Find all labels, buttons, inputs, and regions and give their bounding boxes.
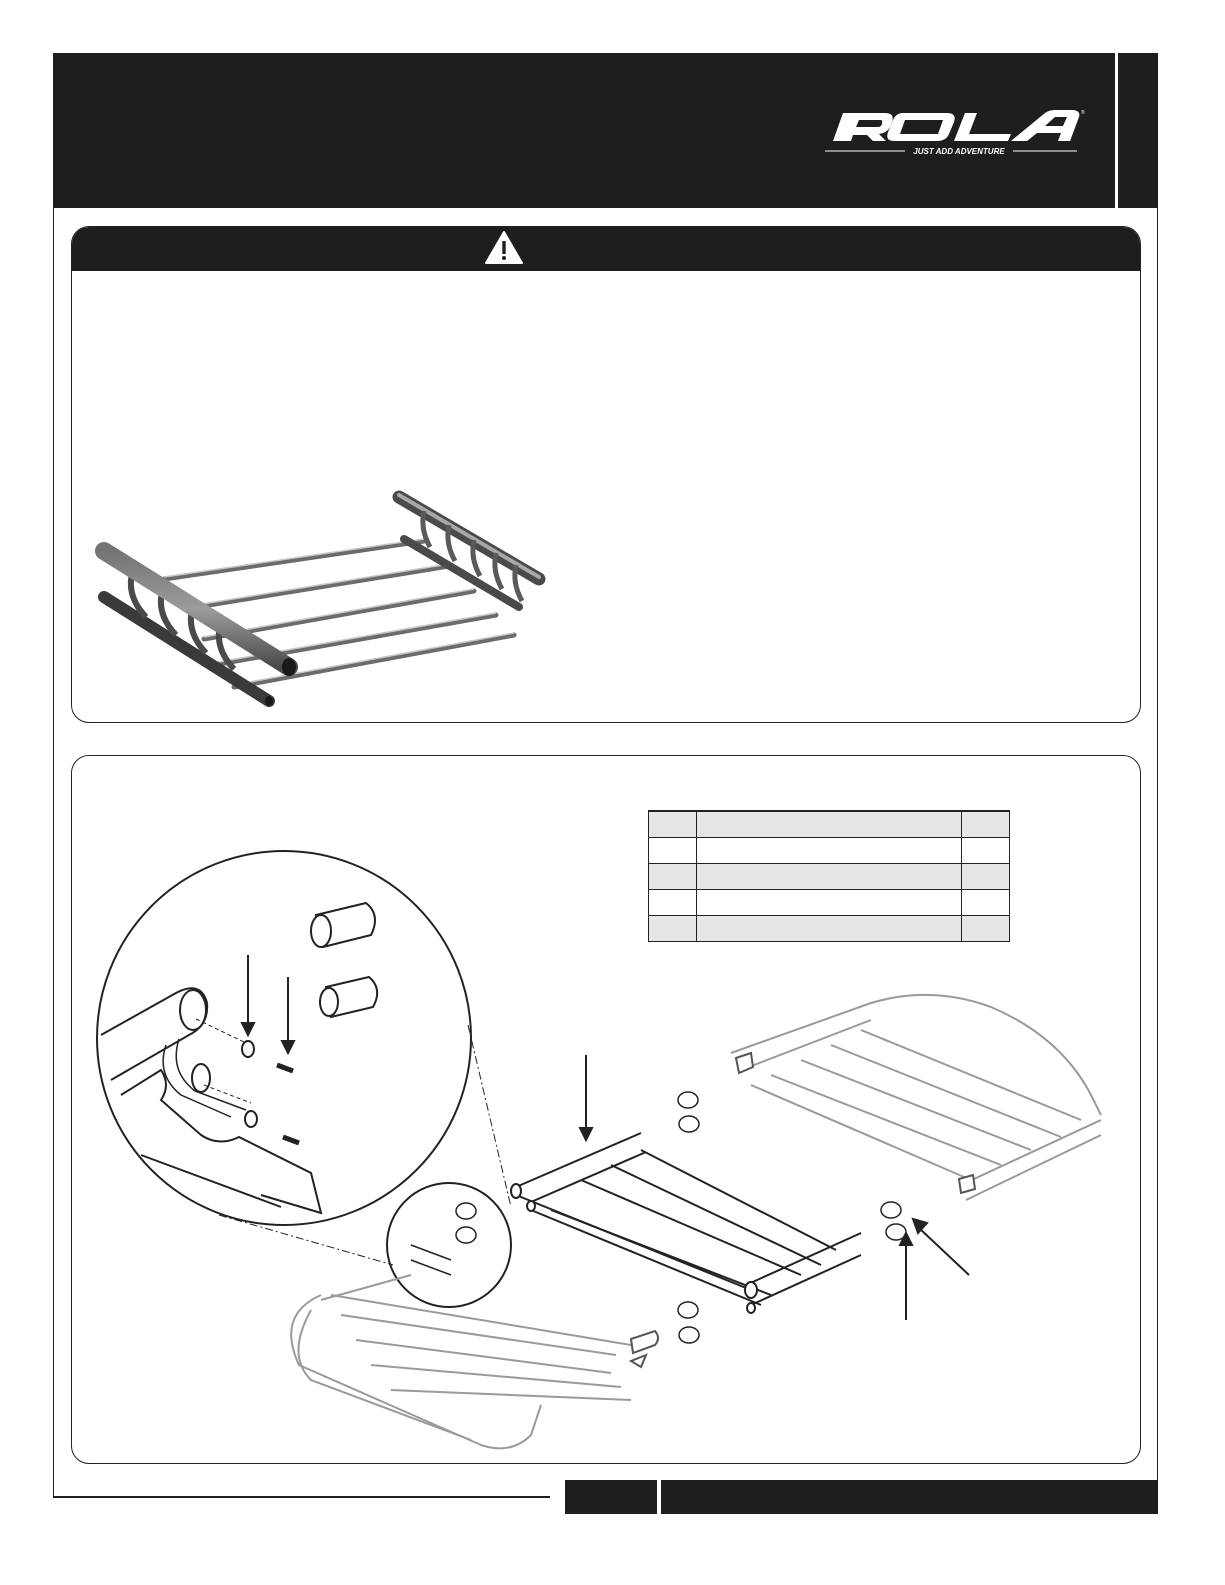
header-tab (1118, 53, 1158, 208)
footer-page-box (565, 1480, 657, 1514)
warning-triangle-icon (484, 230, 524, 266)
header-cell (697, 784, 962, 811)
svg-text:®: ® (1081, 110, 1085, 116)
warning-panel (71, 226, 1141, 723)
tagline: JUST ADD ADVENTURE (913, 147, 1005, 156)
detail-callout-small (387, 1183, 511, 1307)
footer-rule (53, 1496, 550, 1498)
footer-title-bar (661, 1480, 1158, 1514)
table-row (649, 838, 1010, 864)
parts-table-header (649, 784, 1010, 811)
header-cell (962, 784, 1010, 811)
header-cell (649, 784, 697, 811)
warning-bar (72, 227, 1140, 271)
table-row (649, 890, 1010, 916)
table-row (649, 811, 1010, 838)
table-row (649, 916, 1010, 942)
rola-logo (823, 103, 1095, 163)
parts-table (648, 784, 1010, 942)
table-row (649, 864, 1010, 890)
cargo-basket-extension-image (94, 459, 560, 709)
